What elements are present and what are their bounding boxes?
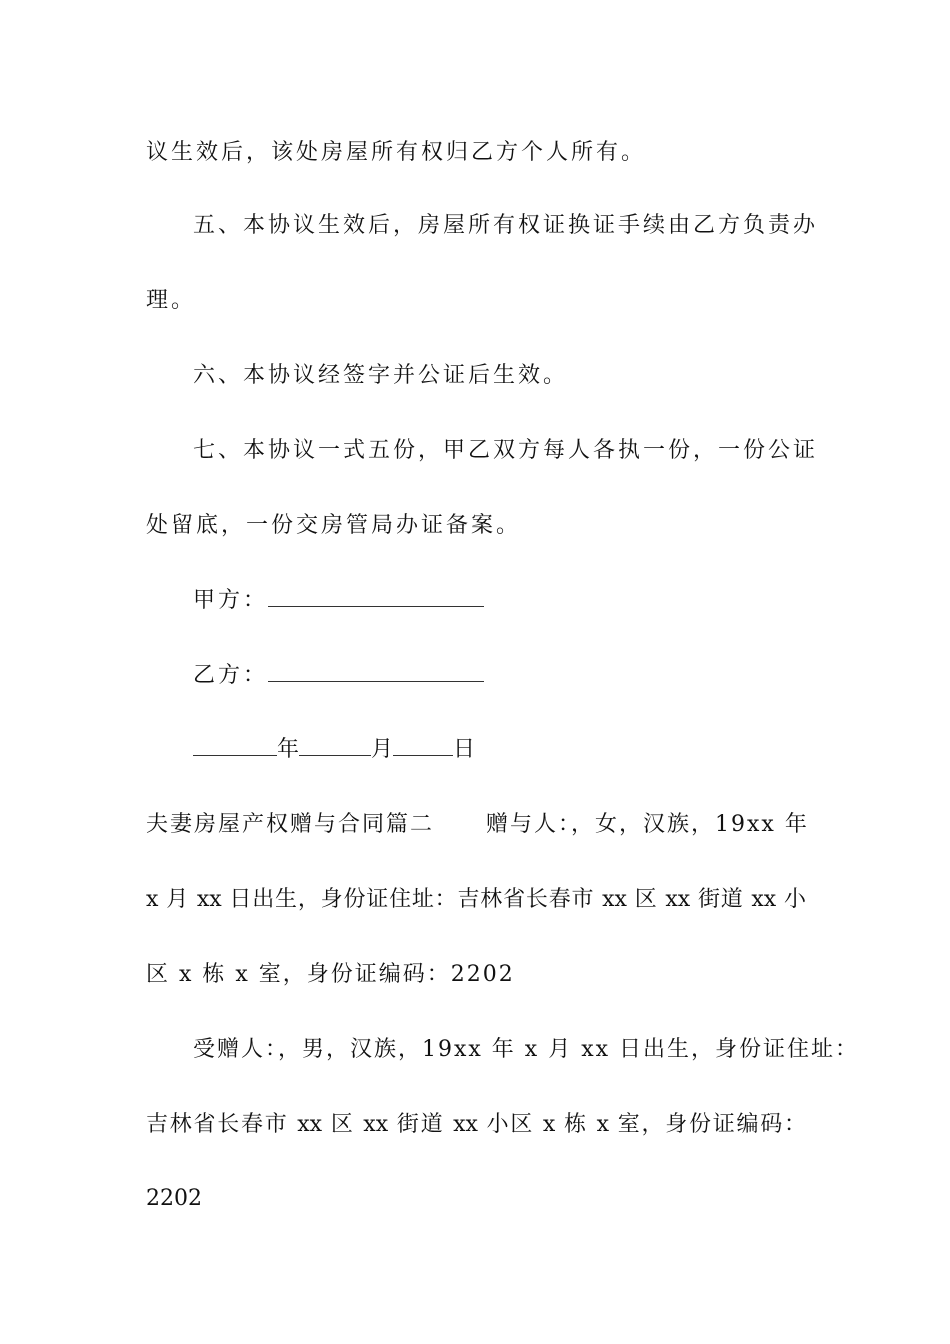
year-blank xyxy=(193,735,277,756)
section-heading: 夫妻房屋产权赠与合同篇二 xyxy=(146,812,435,837)
recipient-address-line: 吉林省长春市 xx 区 xx 街道 xx 小区 x 栋 x 室，身份证编码： xyxy=(146,1112,806,1137)
clause-seven: 七、本协议一式五份，甲乙双方每人各执一份，一份公证 xyxy=(193,438,819,463)
day-blank xyxy=(393,735,453,756)
clause-six: 六、本协议经签字并公证后生效。 xyxy=(193,363,569,388)
donor-id-line: 区 x 栋 x 室，身份证编码：2202 xyxy=(146,962,515,987)
month-blank xyxy=(299,735,371,756)
party-b-blank xyxy=(268,661,484,682)
section-two-first-line xyxy=(146,810,809,840)
recipient-id-line: 2202 xyxy=(146,1186,202,1211)
paragraph-line: 议生效后，该处房屋所有权归乙方个人所有。 xyxy=(146,140,647,165)
paragraph-line: 处留底，一份交房管局办证备案。 xyxy=(146,513,522,538)
paragraph-line: 理。 xyxy=(146,288,197,313)
month-label: 月 xyxy=(371,737,394,762)
donor-intro: 赠与人：，女，汉族，19xx 年 xyxy=(486,812,809,837)
recipient-line: 受赠人：，男，汉族，19xx 年 x 月 xx 日出生，身份证住址： xyxy=(193,1037,859,1062)
party-b-label: 乙方： xyxy=(193,663,269,688)
donor-address-line: x 月 xx 日出生，身份证住址：吉林省长春市 xx 区 xx 街道 xx 小 xyxy=(146,887,806,912)
party-b-signature xyxy=(193,661,484,691)
day-label: 日 xyxy=(453,737,476,762)
party-a-label: 甲方： xyxy=(193,588,269,613)
year-label: 年 xyxy=(277,737,300,762)
clause-five: 五、本协议生效后，房屋所有权证换证手续由乙方负责办 xyxy=(193,213,819,238)
party-a-blank xyxy=(268,586,484,607)
date-line xyxy=(193,735,475,765)
party-a-signature xyxy=(193,586,484,616)
